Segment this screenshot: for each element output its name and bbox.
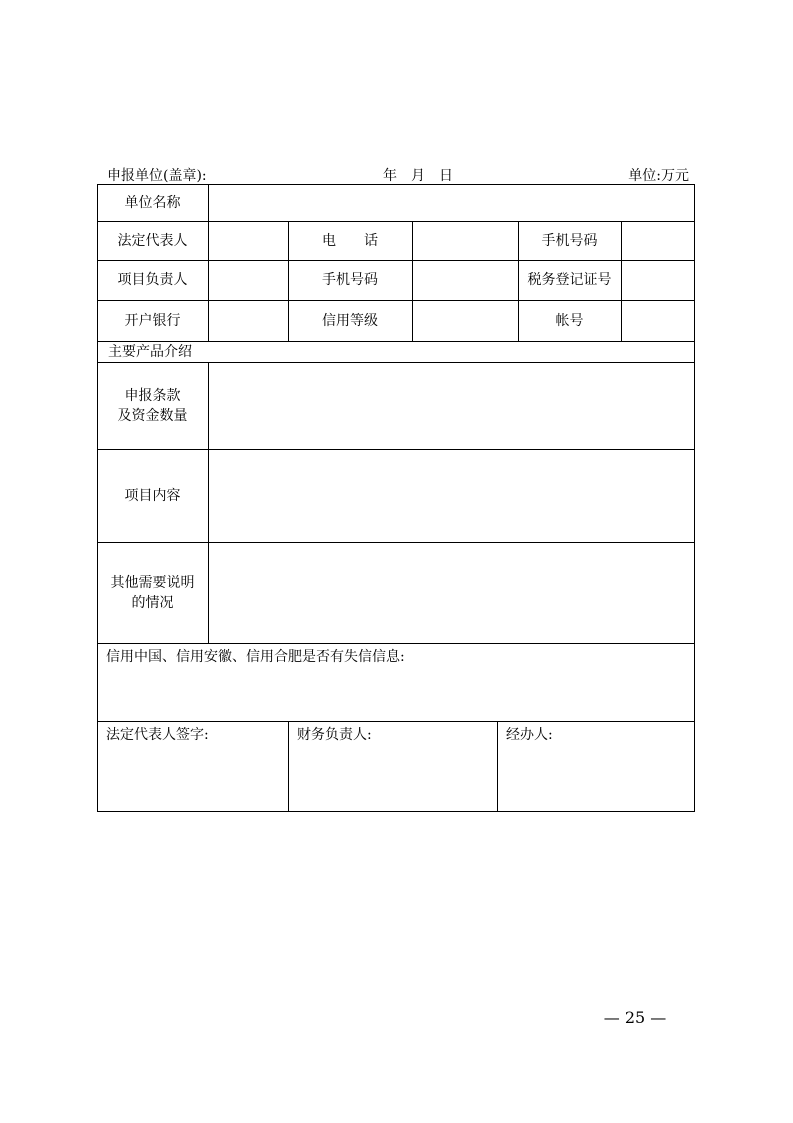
apply-terms-field[interactable] bbox=[209, 363, 694, 449]
unit-name-field[interactable] bbox=[209, 185, 694, 221]
project-leader-field[interactable] bbox=[209, 261, 288, 300]
other-info-label-line-1: 其他需要说明 bbox=[110, 574, 195, 591]
money-unit-label: 单位:万元 bbox=[628, 168, 689, 184]
table-border-bottom bbox=[97, 811, 695, 812]
apply-terms-label bbox=[97, 362, 208, 449]
finance-head-label: 财务负责人: bbox=[297, 727, 372, 743]
legal-rep-signature-label: 法定代表人签字: bbox=[106, 727, 209, 743]
mobile-label-project-leader: 手机号码 bbox=[322, 272, 378, 288]
page-number: — 25 — bbox=[603, 1008, 667, 1027]
unit-name-label: 单位名称 bbox=[124, 194, 181, 211]
other-info-field[interactable] bbox=[209, 543, 694, 643]
project-content-label: 项目内容 bbox=[124, 487, 181, 504]
tax-registration-field[interactable] bbox=[622, 261, 694, 300]
other-info-label-line-2: 的情况 bbox=[131, 594, 174, 611]
mobile-label-legal-rep: 手机号码 bbox=[541, 232, 598, 249]
main-products-label: 主要产品介绍 bbox=[108, 344, 192, 360]
bank-field[interactable] bbox=[209, 301, 288, 341]
account-label: 帐号 bbox=[555, 312, 584, 329]
phone-field[interactable] bbox=[413, 222, 518, 260]
bank-label: 开户银行 bbox=[124, 312, 181, 329]
form-header bbox=[107, 165, 689, 185]
credit-grade-field[interactable] bbox=[413, 301, 518, 341]
phone-label: 电 话 bbox=[322, 232, 378, 249]
handler-label: 经办人: bbox=[506, 727, 553, 743]
project-content-field[interactable] bbox=[209, 450, 694, 542]
table-border-right bbox=[694, 184, 695, 812]
date-label: 年 月 日 bbox=[383, 168, 453, 184]
credit-info-label: 信用中国、信用安徽、信用合肥是否有失信信息: bbox=[106, 649, 405, 665]
legal-rep-field[interactable] bbox=[209, 222, 288, 260]
project-leader-label: 项目负责人 bbox=[117, 272, 188, 288]
mobile-field-legal-rep[interactable] bbox=[622, 222, 694, 260]
apply-terms-label-line-2: 及资金数量 bbox=[117, 407, 188, 424]
apply-terms-label-line-1: 申报条款 bbox=[124, 387, 181, 404]
account-field[interactable] bbox=[622, 301, 694, 341]
tax-registration-label: 税务登记证号 bbox=[527, 272, 612, 288]
applicant-unit-label: 申报单位(盖章): bbox=[107, 168, 207, 184]
credit-grade-label: 信用等级 bbox=[322, 312, 378, 329]
legal-rep-label: 法定代表人 bbox=[117, 232, 188, 249]
mobile-field-project-leader[interactable] bbox=[413, 261, 518, 300]
other-info-label bbox=[97, 542, 208, 643]
